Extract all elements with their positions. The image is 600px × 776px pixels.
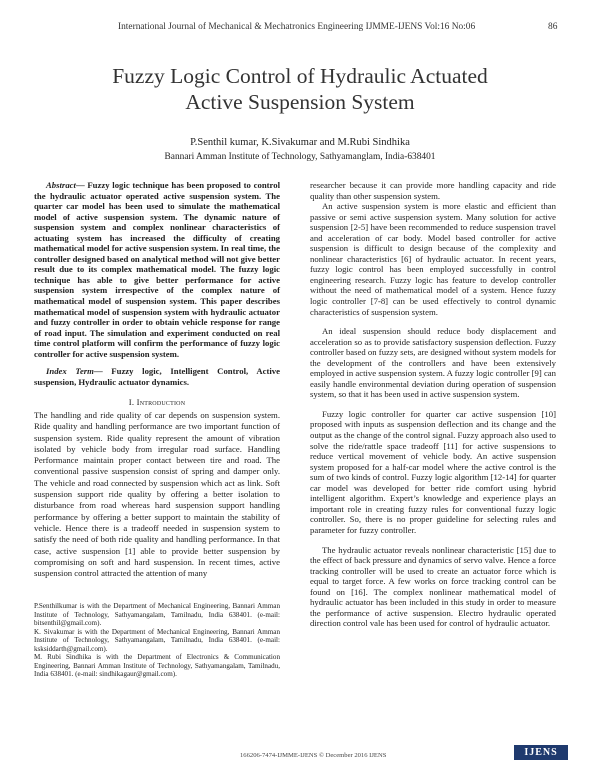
- affiliation: Bannari Amman Institute of Technology, Sathyamanglam, India-638401: [164, 152, 436, 162]
- section-number: I.: [128, 397, 135, 408]
- footnote: K. Sivakumar is with the Department of Mechanical Engineering, Bannari Amman Institute of Technology, Sathyamangalam, Tamilnadu, India 638401. (e-mail: ksksiddarth@gmail.com).: [34, 627, 280, 653]
- title-line-1: Fuzzy Logic Control of Hydraulic Actuated: [112, 64, 488, 88]
- body-paragraph: The hydraulic actuator reveals nonlinear characteristic [15] due to the effect of back pressure and dynamics of servo valve. Hence a force tracking controller will be used to create an actuator force which is equal to target force. A few works on force tracking control can be found on [16]. The complex nonlinear mathematical model of hydraulic actuator has been included in this study in order to measure the performance of active suspension. Electro hydraulic operated direction control vale has been used for control of hydraulic actuator.: [310, 544, 556, 629]
- body-paragraph: researcher because it can provide more handling capacity and ride quality than other suspension system.: [310, 180, 556, 201]
- section-title: Introduction: [136, 397, 186, 408]
- index-terms-text: — Fuzzy logic, Intelligent Control, Active suspension, Hydraulic actuator dynamics.: [34, 366, 280, 387]
- footer-code: 166206-7474-IJMME-IJENS © December 2016 IJENS: [240, 752, 387, 759]
- abstract: [34, 180, 280, 359]
- author-list: P.Senthil kumar, K.Sivakumar and M.Rubi Sindhika: [190, 137, 410, 148]
- intro-paragraph: The handling and ride quality of car depends on suspension system. Ride quality and handling performance are two important function of suspension system. Ride quality represent the amount of vibration isolated by vehicle body from irregular road surface. Handling Performance maintain proper contact between tire and road. The conventional passive suspension consist of spring and damper only. The vehicle and road connected by suspension which act as link. Soft suspension support ride quality by offering a better isolation to disturbance from road whereas hard suspension support handling performance by offering a better support to maintain the stability of vehicle. Hence there is a tradeoff needed in suspension system to satisfy the need of both ride quality and handling performance. In that case, active suspension [1] able to provide better suspension by compromising on soft and hard suspension. In recent times, active suspension control attracted the attention of many: [34, 409, 280, 579]
- right-column: [310, 180, 556, 638]
- section-heading: [34, 397, 280, 408]
- abstract-label: Abstract: [46, 180, 76, 190]
- footnote: P.Senthilkumar is with the Department of Mechanical Engineering, Bannari Amman Institute of Technology, Sathyamangalam, Tamilnadu, India 638401. (e-mail: bitsenthil@gmail.com).: [34, 602, 280, 627]
- left-column: [34, 180, 280, 579]
- index-terms: [34, 366, 280, 387]
- publisher-logo: IJENS: [514, 745, 568, 760]
- body-paragraph: Fuzzy logic controller for quarter car active suspension [10] proposed with inputs as suspension deflection and its change and the output as the change of the control signal. Fuzzy approach also used to solve the ride/rattle space tradeoff [11] for active suspensions to reduce vertical movement of vehicle body. An active suspension system proposed for a half-car model where the active control is the sum of two kinds of control. Fuzzy logic algorithm [12-14] for quarter car model was developed for better ride comfort using hybrid intelligent algorithm. Expert’s knowledge and experience plays an important role in creating fuzzy rules for conventional fuzzy logic controller. So, there is no proper guideline for selecting rules and parameter for fuzzy controller.: [310, 408, 556, 535]
- page-number: 86: [548, 22, 558, 32]
- title-line-2: Active Suspension System: [185, 90, 415, 114]
- author-footnotes: [34, 602, 280, 679]
- footnote: M. Rubi Sindhika is with the Department of Electronics & Communication Engineering, Bannari Amman Institute of Technology, Sathyamangalam, Tamilnadu, India 638401. (e-mail: sindhikagaur@gmail.com).: [34, 653, 280, 678]
- paper-title: [40, 63, 560, 115]
- abstract-text: — Fuzzy logic technique has been proposed to control the hydraulic actuator operated active suspension system. The quarter car model has been used to simulate the mathematical model of active suspension system. The dynamic nature of suspension system and complex nonlinear characteristics of actuating system has increased the difficulty of creating mathematical model for active suspension system. In real time, the controller designed based on analytical method will not give better result due to its complex mathematical model. The fuzzy logic technique has able to give better performance for active suspension system irrespective of the complex nature of mathematical model of suspension system. This paper describes mathematical model of suspension system with hydraulic actuator and fuzzy controller in order to obtain vehicle response for range of road input. The simulation and experiment conducted on real time control platform will confirm the performance of fuzzy logic controller for active suspension system.: [34, 180, 280, 359]
- body-paragraph: An active suspension system is more elastic and efficient than passive or semi active suspension system. Many solution for active suspension [2-5] have been recommended to reduce suspension travel and acceleration of car body. Model based controller for active suspension is difficult to design because of the complexity and nonlinear characteristics [6] of hydraulic actuator. In recent years, fuzzy logic control has been employed successfully in control engineering research. Fuzzy logic has feature to develop controller without the need of mathematical model of a system. Hence fuzzy logic controller [7-8] can be used effectively to control dynamic characteristics of suspension system.: [310, 201, 556, 317]
- index-terms-label: Index Term: [46, 366, 94, 377]
- body-paragraph: An ideal suspension should reduce body displacement and acceleration so as to provide satisfactory suspension deflection. Fuzzy controller based on fuzzy sets, are designed without system models for the development of the controllers and have been extensively employed in active suspension system. A fuzzy logic controller [9] can easily handle environmental deviation during operation of suspension system, so that it has been used in active suspension system.: [310, 326, 556, 400]
- running-header: International Journal of Mechanical & Mechatronics Engineering IJMME-IJENS Vol:16 No:06: [118, 22, 476, 32]
